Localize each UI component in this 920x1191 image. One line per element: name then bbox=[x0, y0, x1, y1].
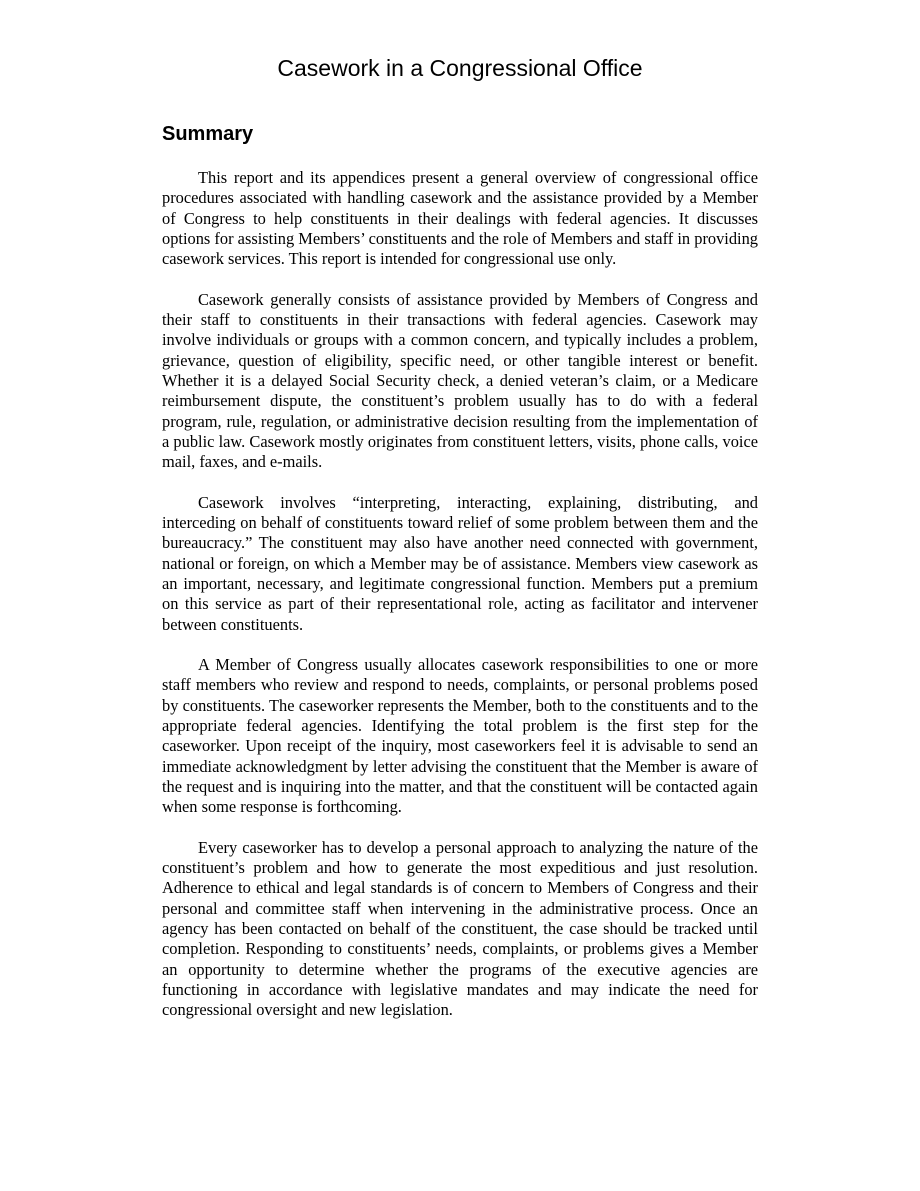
paragraph-caseworker-approach: Every caseworker has to develop a personal approach to analyzing the nature of the constituent’s problem and how to generate the most expeditious and just resolution. Adherence to ethical and legal standards is of concern to Members of Congress and their personal and committee staff when intervening in the administrative process. Once an agency has been contacted on behalf of the constituent, the case should be tracked until completion. Responding to constituents’ needs, complaints, or problems gives a Member an opportunity to determine whether the programs of the executive agencies are functioning in accordance with legislative mandates and may indicate the need for congressional oversight and new legislation. bbox=[162, 837, 758, 1020]
summary-body bbox=[162, 168, 758, 1041]
paragraph-caseworker-responsibilities: A Member of Congress usually allocates casework responsibilities to one or more staff members who review and respond to needs, complaints, or personal problems posed by constituents. The caseworker represents the Member, both to the constituents and to the appropriate federal agencies. Identifying the total problem is the first step for the caseworker. Upon receipt of the inquiry, most caseworkers feel it is advisable to send an immediate acknowledgment by letter advising the constituent that the Member is aware of the request and is inquiring into the matter, and that the constituent will be contacted again when some response is forthcoming. bbox=[162, 655, 758, 817]
document-title: Casework in a Congressional Office bbox=[277, 55, 643, 81]
paragraph-overview: This report and its appendices present a general overview of congressional office procedures associated with handling casework and the assistance provided by a Member of Congress to help constituents in their dealings with federal agencies. It discusses options for assisting Members’ constituents and the role of Members and staff in providing casework services. This report is intended for congressional use only. bbox=[162, 168, 758, 269]
paragraph-casework-definition: Casework generally consists of assistance provided by Members of Congress and their staff to constituents in their transactions with federal agencies. Casework may involve individuals or groups with a common concern, and typically includes a problem, grievance, question of eligibility, specific need, or other tangible interest or benefit. Whether it is a delayed Social Security check, a denied veteran’s claim, or a Medicare reimbursement dispute, the constituent’s problem usually has to do with a federal program, rule, regulation, or administrative decision resulting from the implementation of a public law. Casework mostly originates from constituent letters, visits, phone calls, voice mail, faxes, and e-mails. bbox=[162, 289, 758, 472]
summary-heading: Summary bbox=[162, 123, 254, 145]
paragraph-casework-role: Casework involves “interpreting, interacting, explaining, distributing, and interceding on behalf of constituents toward relief of some problem between them and the bureaucracy.” The constituent may also have another need connected with government, national or foreign, on which a Member may be of assistance. Members view casework as an important, necessary, and legitimate congressional function. Members put a premium on this service as part of their representational role, acting as facilitator and intervener between constituents. bbox=[162, 492, 758, 634]
